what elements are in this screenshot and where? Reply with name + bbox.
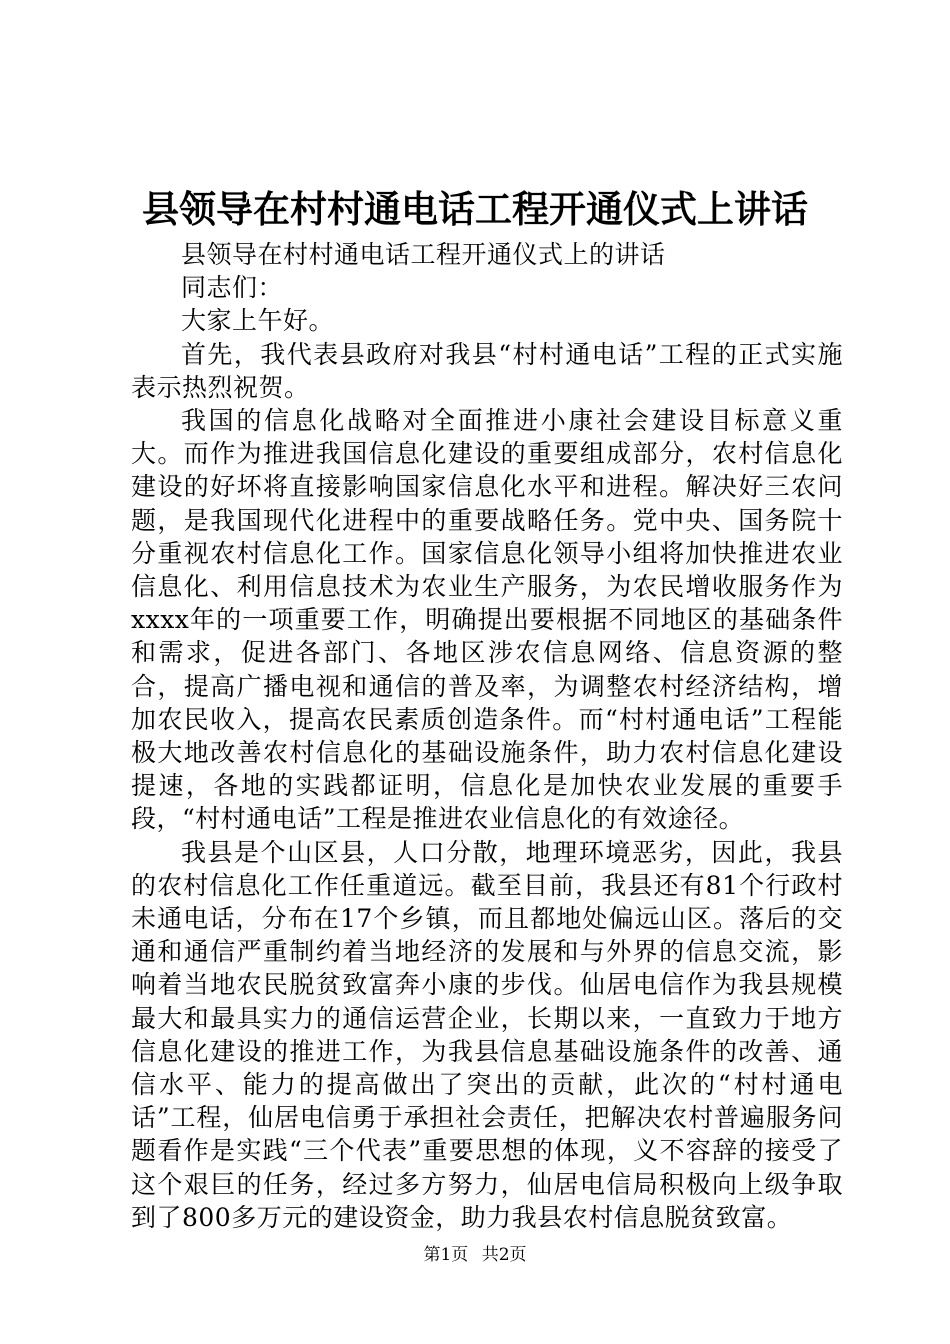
body-paragraph: 我县是个山区县，人口分散，地理环境恶劣，因此，我县的农村信息化工作任重道远。截至目前，我县还有81个行政村未通电话，分布在17个乡镇，而且都地处偏远山区。落后的交通和通信严重制约着当地经济的发展和与外界的信息交流，影响着当地农民脱贫致富奔小康的步伐。仙居电信作为我县规模最大和最具实力的通信运营企业，长期以来，一直致力于地方信息化建设的推进工作，为我县信息基础设施条件的改善、通信水平、能力的提高做出了突出的贡献，此次的“村村通电话”工程，仙居电信勇于承担社会责任，把解决农村普遍服务问题看作是实践“三个代表”重要思想的体现，义不容辞的接受了这个艰巨的任务，经过多方努力，仙居电信局积极向上级争取到了800多万元的建设资金，助力我县农村信息脱贫致富。 (131, 837, 843, 1232)
page-total: 共2页 (481, 1245, 527, 1265)
page-title: 县领导在村村通电话工程开通仪式上讲话 (142, 187, 808, 231)
greeting: 大家上午好。 (181, 306, 335, 336)
body-paragraph: 我国的信息化战略对全面推进小康社会建设目标意义重大。而作为推进我国信息化建设的重要组成部分，农村信息化建设的好坏将直接影响国家信息化水平和进程。解决好三农问题，是我国现代化进程中的重要战略任务。党中央、国务院十分重视农村信息化工作。国家信息化领导小组将加快推进农业信息化、利用信息技术为农业生产服务，为农民增收服务作为xxxx年的一项重要工作，明确提出要根据不同地区的基础条件和需求，促进各部门、各地区涉农信息网络、信息资源的整合，提高广播电视和通信的普及率，为调整农村经济结构，增加农民收入，提高农民素质创造条件。而“村村通电话”工程能极大地改善农村信息化的基础设施条件，助力农村信息化建设提速，各地的实践都证明，信息化是加快农业发展的重要手段，“村村通电话”工程是推进农业信息化的有效途径。 (131, 406, 843, 834)
salutation: 同志们： (181, 273, 284, 303)
body-paragraph: 首先，我代表县政府对我县“村村通电话”工程的正式实施表示热烈祝贺。 (131, 339, 843, 402)
page-footer (0, 1243, 950, 1267)
speech-heading: 县领导在村村通电话工程开通仪式上的讲话 (181, 240, 666, 269)
document-body (131, 238, 843, 1234)
page-number: 第1页 (423, 1245, 469, 1265)
